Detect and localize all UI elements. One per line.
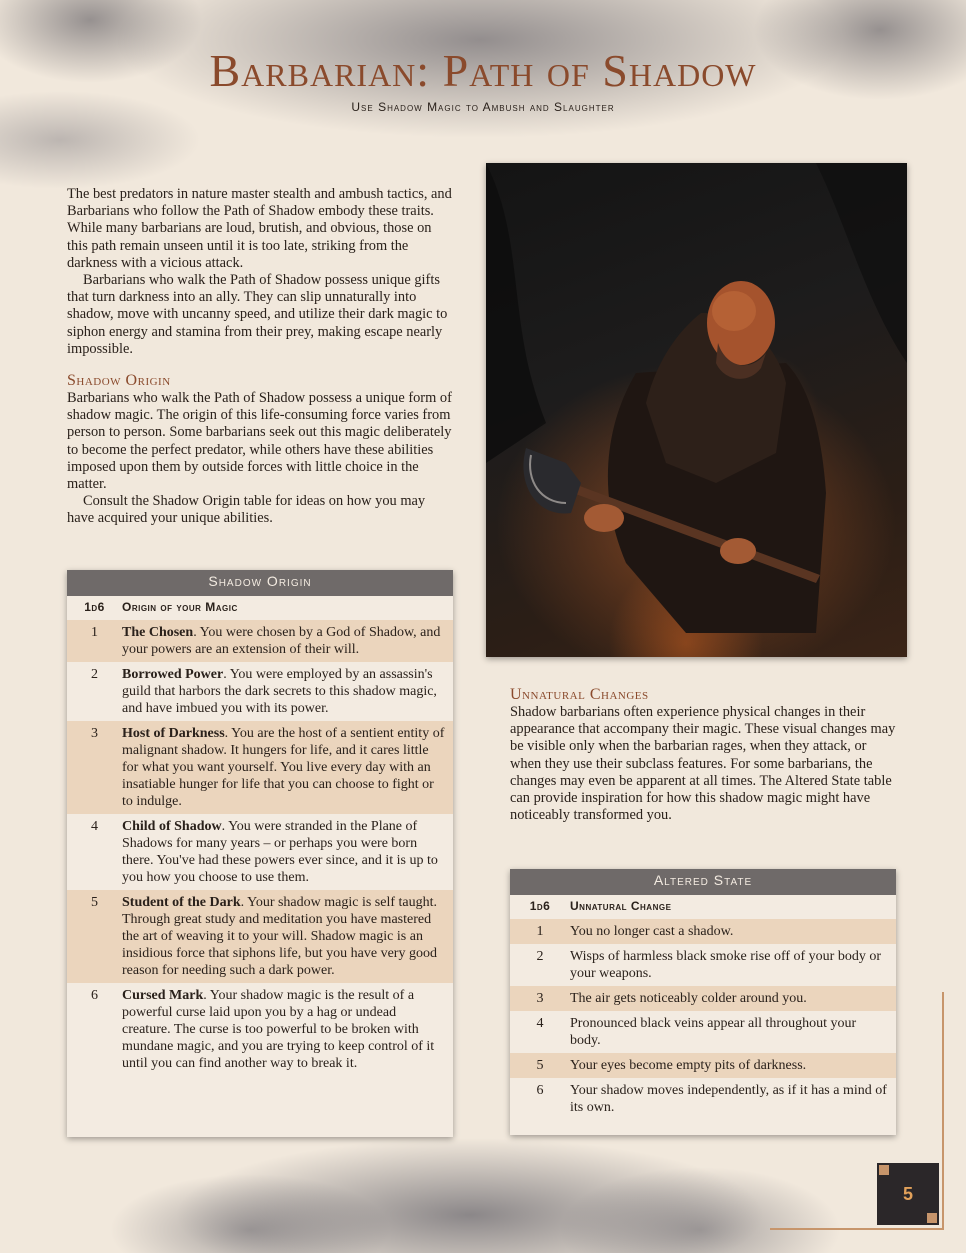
page-subtitle: Use Shadow Magic to Ambush and Slaughter [351,100,615,114]
table-header-row [67,596,453,620]
table-row [67,721,453,814]
row-description: Pronounced black veins appear all throughout your body. [570,1016,857,1048]
right-column [510,686,900,824]
row-entry-text: . Your shadow magic is self taught. Through great study and meditation you have mastered the art of weaving it to your will. Shadow magic is an insidious force that siphons life, but you have very good reason for needing such a dark power. [122,895,438,978]
page-number: 5 [902,1183,913,1204]
shadow-origin-paragraph-1: Barbarians who walk the Path of Shadow possess a unique form of shadow magic. The origin of this life-consuming force varies from person to person. Some barbarians seek out this magic deliberately to become the perfect predator, while others have these abilities imposed upon them by outside forces with little choice in the matter. [67,390,452,493]
table-title: Shadow Origin [67,570,453,596]
row-entry-name: Cursed Mark [122,988,204,1003]
column-header-die: 1d6 [529,899,551,913]
row-description [122,725,453,810]
row-description [122,624,453,658]
barbarian-figure-art [486,163,907,657]
row-die-value: 5 [91,895,98,910]
row-entry-name: Child of Shadow [122,819,222,834]
row-entry-name: Student of the Dark [122,895,241,910]
unnatural-changes-heading: Unnatural Changes [510,686,649,703]
table-row [510,1078,896,1120]
row-die-value: 1 [536,924,544,939]
row-die-value: 1 [91,625,98,640]
row-die-value: 6 [536,1083,544,1098]
shadow-origin-heading: Shadow Origin [67,372,171,390]
table-row [67,620,453,662]
column-header-change: Unnatural Change [570,899,672,913]
row-description: You no longer cast a shadow. [570,924,734,939]
border-line-vertical [942,992,944,1230]
row-description: The air gets noticeably colder around you. [570,991,807,1006]
row-description [122,894,453,979]
table-header-row [510,895,896,919]
table-row [510,1053,896,1078]
shadow-origin-paragraph-2: Consult the Shadow Origin table for ideas on how you may have acquired your unique abilities. [67,493,426,527]
corner-ornament [927,1213,937,1223]
shadow-origin-table [67,570,453,1137]
table-row [67,890,453,983]
table-row [67,814,453,890]
table-row [510,1011,896,1053]
table-title: Altered State [510,869,896,895]
page-title: Barbarian: Path of Shadow [209,45,757,96]
row-entry-text: . You were chosen by a God of Shadow, and your powers are an extension of their will. [122,625,441,657]
row-description [122,666,453,717]
row-entry-text: . You are the host of a sentient entity of malignant shadow. It hungers for life, and it cares little for what you want yourself. You live every day with an insatiable hunger for life that you can choose to fight or to indulge. [122,726,445,809]
row-description: Your eyes become empty pits of darkness. [570,1058,807,1073]
row-die-value: 2 [91,667,98,682]
table-row [67,662,453,721]
table-row [510,944,896,986]
intro-paragraph-2: Barbarians who walk the Path of Shadow possess unique gifts that turn darkness into an ally. They can slip unnaturally into shadow, move with uncanny speed, and utilize their dark magic to siphon energy and stamina from their prey, making escape nearly impossible. [67,272,448,357]
intro-paragraph-1: The best predators in nature master stealth and ambush tactics, and Barbarians who follow the Path of Shadow embody these traits. While many barbarians are loud, brutish, and obvious, those on this path remain unseen until it is too late, striking from the darkness with a vicious attack. [67,186,452,271]
row-description [122,987,453,1072]
row-entry-text: . You were stranded in the Plane of Shadows for many years – or perhaps you were born there. You've had these powers ever since, and it is up to you how you choose to use them. [122,819,438,885]
unnatural-changes-paragraph: Shadow barbarians often experience physical changes in their appearance that accompany their magic. These visual changes may be visible only when the barbarian rages, when they attack, or when they use their subclass features. For some barbarians, the changes may even be apparent at all times. The Altered State table can provide inspiration for how this shadow magic might have noticeably transformed you. [510,704,896,824]
row-entry-name: The Chosen [122,625,194,640]
altered-state-table [510,869,896,1135]
row-die-value: 4 [91,819,98,834]
row-die-value: 3 [536,991,544,1006]
table-row [510,919,896,944]
row-die-value: 3 [91,726,98,741]
row-description: Wisps of harmless black smoke rise off of your body or your weapons. [570,949,882,981]
row-entry-name: Borrowed Power [122,667,224,682]
column-header-origin: Origin of your Magic [122,600,238,614]
barbarian-illustration [486,163,907,657]
left-column [67,186,453,528]
border-line-horizontal [770,1228,944,1230]
page-number-box [877,1163,939,1225]
column-header-die: 1d6 [84,600,105,614]
row-die-value: 6 [91,988,98,1003]
corner-ornament [879,1165,889,1175]
table-row [67,983,453,1076]
table-row [510,986,896,1011]
row-entry-text: . You were employed by an assassin's guild that harbors the dark secrets to this shadow magic, and have imbued you with its power. [122,667,437,716]
row-die-value: 4 [536,1016,544,1031]
row-description: Your shadow moves independently, as if it has a mind of its own. [570,1083,887,1115]
row-entry-name: Host of Darkness [122,726,225,741]
row-die-value: 2 [536,949,544,964]
row-die-value: 5 [536,1058,544,1073]
row-description [122,818,453,886]
row-entry-text: . Your shadow magic is the result of a powerful curse laid upon you by a hag or undead creature. The curse is too powerful to be broken with mundane magic, and you are trying to keep control of it until you can find another way to break it. [122,988,435,1071]
